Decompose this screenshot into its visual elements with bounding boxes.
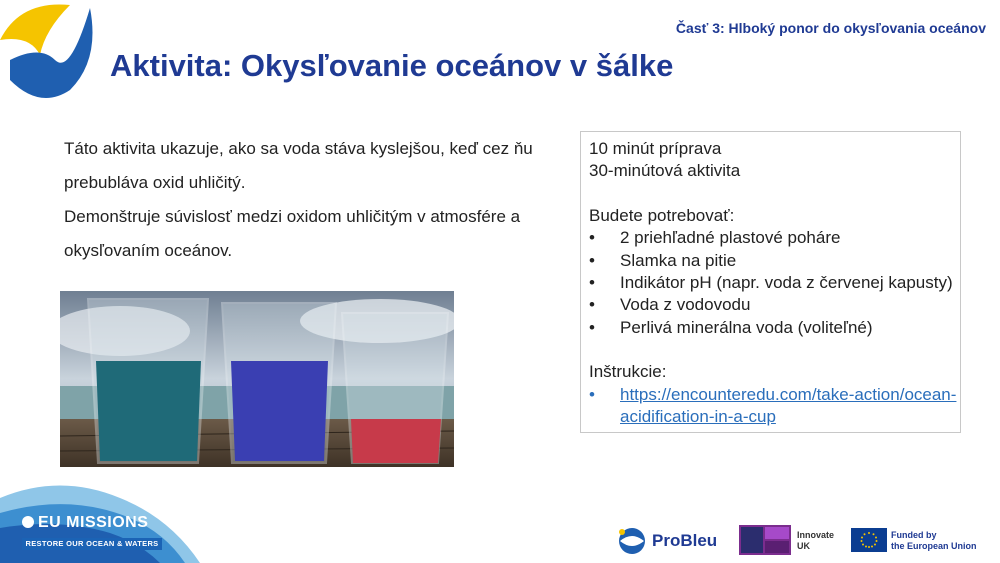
list-item-label: Perlivá minerálna voda (voliteľné): [620, 317, 873, 337]
list-item-label: 2 priehľadné plastové poháre: [620, 228, 841, 248]
logo-wave-icon: [0, 0, 100, 100]
probleu-logo-icon: [616, 526, 648, 556]
list-item-label: Voda z vodovodu: [620, 295, 751, 315]
funded-by-eu-label: [891, 530, 977, 552]
list-item-label: Indikátor pH (napr. voda z červenej kapusty): [620, 273, 953, 293]
bullet: •: [589, 317, 595, 337]
innovate-uk-label: [797, 530, 834, 552]
funded-line2: the European Union: [891, 541, 977, 551]
list-item: [589, 227, 964, 249]
list-item: [589, 250, 964, 272]
probleu-label: ProBleu: [652, 531, 718, 550]
eu-missions-label: EU MISSIONS: [38, 514, 149, 531]
needs-list: [589, 227, 964, 339]
instructions-link[interactable]: https://encounteredu.com/take-action/ocean-acidification-in-a-cup: [620, 384, 957, 427]
intro-text: [64, 132, 554, 268]
instructions-heading: Inštrukcie:: [589, 362, 667, 382]
list-item: [589, 294, 964, 316]
innovate-line1: Innovate: [797, 530, 835, 540]
info-box-content: [589, 138, 964, 428]
activity-time: 30-minútová aktivita: [589, 161, 741, 181]
innovate-line2: UK: [797, 541, 810, 551]
bullet: •: [589, 384, 595, 404]
prep-time: 10 minút príprava: [589, 139, 722, 158]
instructions-list: [589, 384, 964, 429]
bullet: •: [589, 228, 595, 248]
bullet: •: [589, 295, 595, 315]
list-item: [589, 384, 964, 429]
slide-title: Aktivita: Okysľovanie oceánov v šálke: [110, 48, 674, 83]
funded-line1: Funded by: [891, 530, 937, 540]
list-item-label: Slamka na pitie: [620, 250, 737, 270]
eu-flag-icon: [851, 528, 887, 552]
section-part-label: Časť 3: Hlboký ponor do okysľovania oceánov: [675, 20, 986, 36]
ukri-logo-icon: [739, 525, 791, 555]
needs-heading: Budete potrebovať:: [589, 205, 735, 225]
eu-missions-tagline: RESTORE OUR OCEAN & WATERS: [22, 538, 162, 550]
bullet: •: [589, 250, 595, 270]
intro-paragraph: Táto aktivita ukazuje, ako sa voda stáva kyslejšou, keď cez ňu prebubláva oxid uhličitý.: [64, 139, 533, 192]
list-item: [589, 317, 964, 339]
bullet: •: [589, 273, 595, 293]
intro-paragraph: Demonštruje súvislosť medzi oxidom uhličitým v atmosfére a okysľovaním oceánov.: [64, 207, 521, 260]
cups-photo: [60, 291, 454, 467]
list-item: [589, 272, 964, 294]
